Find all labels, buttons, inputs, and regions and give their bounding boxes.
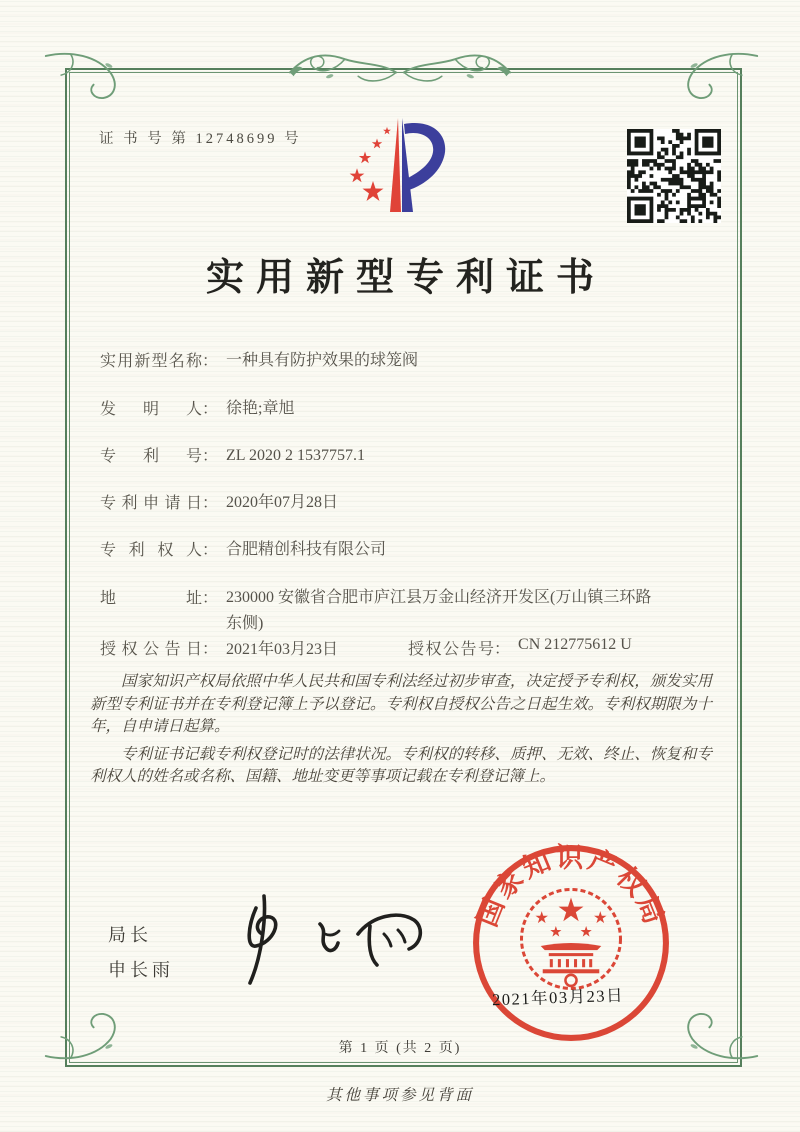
seal-org-text: 国家知识产权局 bbox=[471, 842, 671, 931]
field-value: 2021年03月23日 bbox=[226, 641, 339, 658]
grant-row bbox=[100, 636, 666, 659]
field-label: 发明人 bbox=[100, 401, 202, 418]
legal-text bbox=[90, 671, 712, 794]
field-value: 徐艳;章旭 bbox=[226, 400, 295, 417]
certificate-title: 实用新型专利证书 bbox=[205, 257, 606, 299]
field-inventor bbox=[100, 396, 666, 422]
field-colon: ： bbox=[202, 641, 219, 658]
field-value: 2020年07月28日 bbox=[226, 494, 339, 511]
field-colon: ： bbox=[202, 495, 219, 512]
field-utility-model-name bbox=[100, 348, 666, 374]
field-colon: ： bbox=[494, 641, 511, 658]
legal-paragraph-1: 国家知识产权局依照中华人民共和国专利法经过初步审查，决定授予专利权，颁发实用新型专利证书并在专利登记簿上予以登记。专利权自授权公告之日起生效。专利权期限为十年，自申请日起算。 bbox=[90, 673, 712, 735]
field-label: 专利申请日 bbox=[100, 495, 202, 512]
field-grant-number bbox=[408, 636, 632, 659]
field-colon: ： bbox=[202, 590, 219, 607]
commissioner-name: 申长雨 bbox=[108, 960, 174, 980]
field-colon: ： bbox=[202, 353, 219, 370]
field-label: 地址 bbox=[100, 590, 202, 607]
field-label: 授权公告号 bbox=[408, 641, 494, 658]
field-grant-date bbox=[100, 636, 408, 659]
field-value: 一种具有防护效果的球笼阀 bbox=[226, 352, 419, 369]
certificate-number: 证 书 号 第 12748699 号 bbox=[99, 131, 302, 147]
field-address bbox=[100, 585, 666, 637]
seal-date: 2021年03月23日 bbox=[491, 985, 625, 1010]
cnipa-logo-icon bbox=[341, 114, 453, 216]
cnipa-red-seal-icon bbox=[470, 842, 672, 1044]
field-label: 专利号 bbox=[100, 448, 202, 465]
field-colon: ： bbox=[202, 542, 219, 559]
field-colon: ： bbox=[202, 401, 219, 418]
field-patentee bbox=[100, 537, 666, 563]
field-value: 合肥精创科技有限公司 bbox=[226, 541, 387, 558]
field-colon: ： bbox=[202, 448, 219, 465]
field-value: 230000 安徽省合肥市庐江县万金山经济开发区(万山镇三环路东侧) bbox=[226, 589, 652, 632]
field-label: 实用新型名称 bbox=[100, 353, 202, 370]
field-label: 授权公告日 bbox=[100, 641, 202, 658]
back-side-note: 其他事项参见背面 bbox=[325, 1087, 474, 1104]
field-value: CN 212775612 U bbox=[518, 636, 632, 653]
field-application-date bbox=[100, 490, 666, 516]
field-patent-number bbox=[100, 443, 666, 469]
commissioner-title: 局长 bbox=[108, 925, 152, 945]
svg-text:国家知识产权局 bbox=[472, 842, 670, 930]
page-number: 第 1 页 (共 2 页) bbox=[338, 1041, 462, 1056]
legal-paragraph-2: 专利证书记载专利权登记时的法律状况。专利权的转移、质押、无效、终止、恢复和专利权人的姓名或名称、国籍、地址变更等事项记载在专利登记簿上。 bbox=[90, 745, 712, 785]
field-label: 专利权人 bbox=[100, 542, 202, 559]
commissioner-signature-icon bbox=[222, 890, 434, 990]
qr-code bbox=[627, 129, 721, 223]
field-value: ZL 2020 2 1537757.1 bbox=[226, 447, 365, 464]
